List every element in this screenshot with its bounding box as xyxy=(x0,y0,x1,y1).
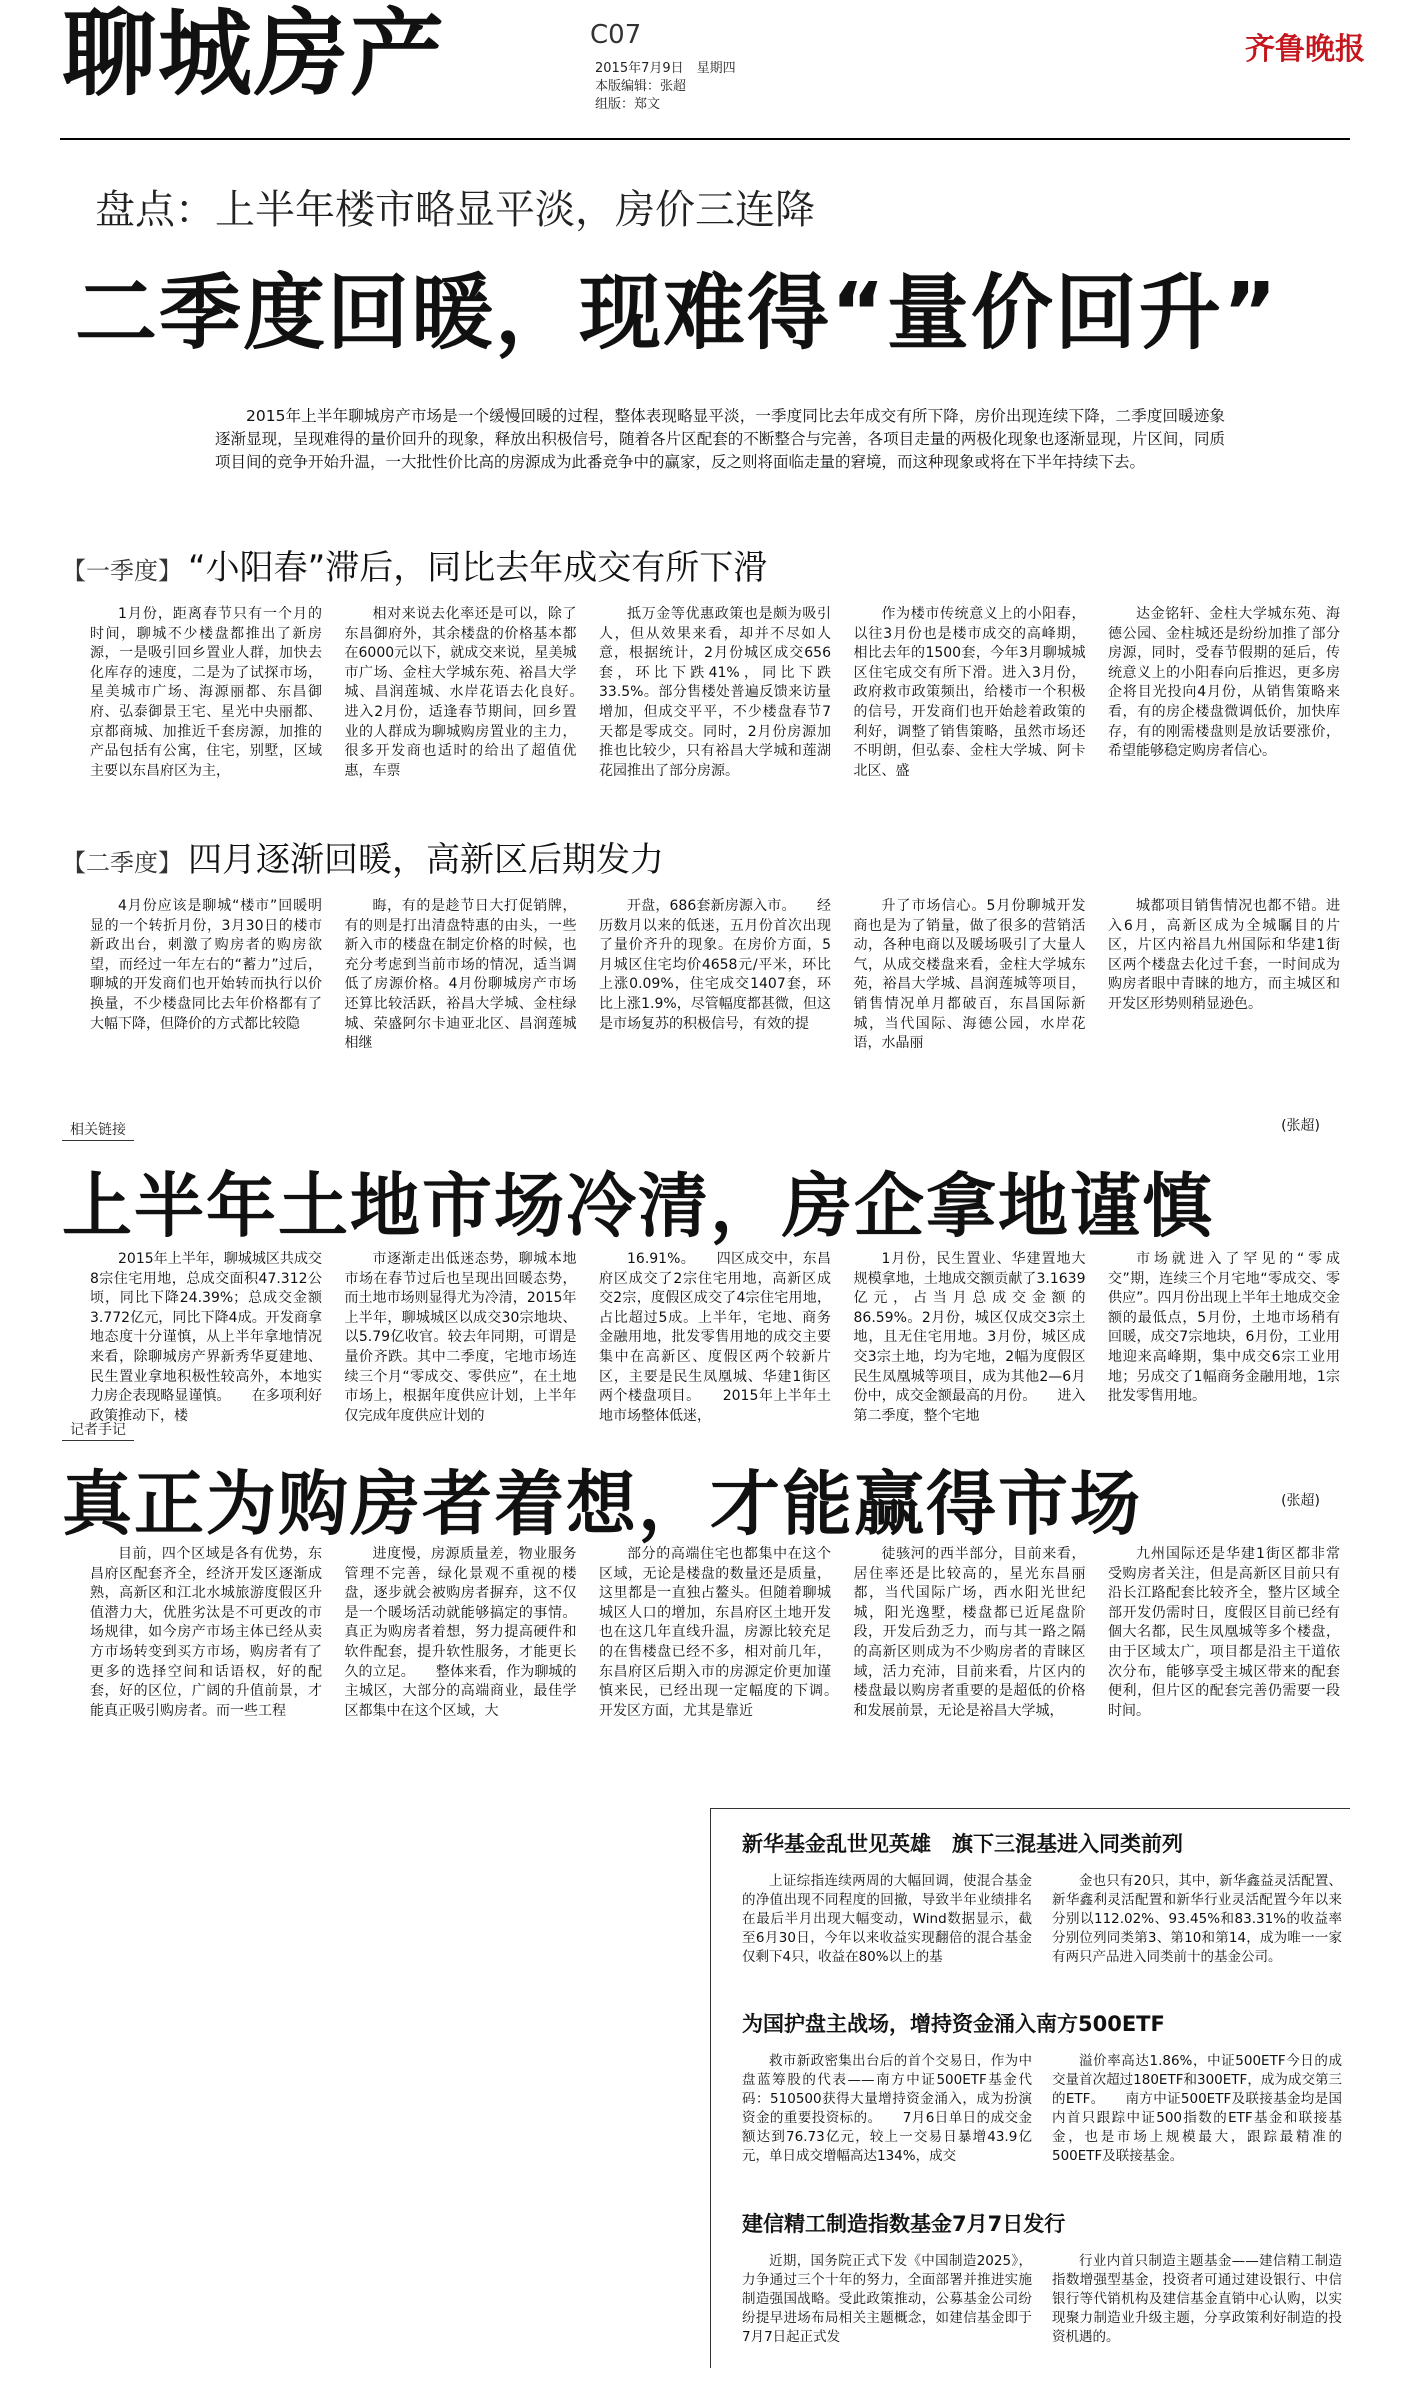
notes-column: 目前，四个区域是各有优势，东昌府区配套齐全，经济开发区逐渐成熟，高新区和江北水城旅游度假区升值潜力大，优胜劣汰是不可更改的市场规律，如今房产市场主体已经从卖方市场转变到买方市场，购房者有了更多的选择空间和话语权，好的配套，好的区位，广阔的升值前景，才能真正吸引购房者。而一些工程 xyxy=(90,1546,322,1719)
q1-columns xyxy=(90,605,1340,825)
q2-column: 开盘，686套新房源入市。 经历数月以来的低迷，五月份首次出现了量价齐升的现象。在房价方面，5月城区住宅均价4658元/平米，环比上涨0.09%，住宅成交1407套，环比上涨1.9%，尽管幅度都甚微，但这是市场复苏的积极信号，有效的提 xyxy=(599,898,831,1032)
q1-column: 1月份，距离春节只有一个月的时间，聊城不少楼盘都推出了新房源，一是吸引回乡置业人群，加快去化库存的速度，二是为了试探市场，星美城市广场、海源丽都、东昌御府、弘泰御景王宅、星光中央丽都、京都商城、加推近千套房源，加推的产品包括有公寓，住宅，别墅，区域主要以东昌府区为主， xyxy=(90,606,322,779)
land-column: 16.91%。 四区成交中，东昌府区成交了2宗住宅用地，高新区成交2宗，度假区成交了4宗住宅用地，占比超过5成。上半年，宅地、商务金融用地，批发零售用地的成交主要集中在高新区、度假区两个较新片区，主要是民生凤凰城、华建1街区两个楼盘项目。 2015年上半年土地市场整体低迷， xyxy=(599,1251,831,1424)
fund-block-top-rule xyxy=(710,1808,1350,1809)
lead-headline: 二季度回暖，现难得“量价回升” xyxy=(75,266,1279,361)
q2-column: 城都项目销售情况也都不错。进入6月，高新区成为全城瞩目的片区，片区内裕昌九州国际和华建1街区两个楼盘去化过千套，一时间成为购房者眼中青睐的地方，而主城区和开发区形势则稍显逊色。 xyxy=(1108,898,1340,1012)
fund-2-columns xyxy=(742,2052,1342,2202)
newspaper-logo: 齐鲁晚报 xyxy=(1245,32,1365,67)
q2-column: 4月份应该是聊城“楼市”回暖明显的一个转折月份，3月30日的楼市新政出台，刺激了购房者的购房欲望，而经过一年左右的“蓄力”过后，聊城的开发商们也开始转而执行以价换量，不少楼盘同比去年价格都有了大幅下降，但降价的方式都比较隐 xyxy=(90,898,322,1032)
fund-column: 行业内首只制造主题基金——建信精工制造指数增强型基金，投资者可通过建设银行、中信银行等代销机构及建信基金直销中心认购，以实现聚力制造业升级主题，分享政策利好制造的投资机遇的。 xyxy=(1052,2253,1342,2345)
issue-editor: 本版编辑：张超 xyxy=(595,79,687,94)
q1-column: 相对来说去化率还是可以，除了东昌御府外，其余楼盘的价格基本都在6000元以下，就成交来说，星美城市广场、金柱大学城东苑、裕昌大学城、昌润莲城、水岸花语去化良好。 进入2月份，适逢春节期间，回乡置业的人群成为聊城购房置业的主力，很多开发商也适时的给出了超值优惠，车票 xyxy=(344,606,605,779)
notes-column: 徒骇河的西半部分，目前来看，居住率还是比较高的，星光东昌丽都，当代国际广场，西水阳光世纪城，阳光逸墅，楼盘都已近尾盘阶段，开发后劲乏力，而与其一路之隔的高新区则成为不少购房者的青睐区域，活力充沛，目前来看，片区内的楼盘最以购房者重要的是超低的价格和发展前景，无论是裕昌大学城， xyxy=(853,1546,1086,1719)
q2-title: 四月逐渐回暖，高新区后期发力 xyxy=(188,840,664,880)
lead-intro: 2015年上半年聊城房产市场是一个缓慢回暖的过程，整体表现略显平淡，一季度同比去年成交有所下降，房价出现连续下降，二季度回暖迹象逐渐显现，呈现难得的量价回升的现象，释放出积极信号，随着各片区配套的不断整合与完善，各项目走量的两极化现象也逐渐显现，片区间，同质项目间的竞争开始升温，一大批性价比高的房源成为此番竞争中的赢家，反之则将面临走量的窘境，而这种现象或将在下半年持续下去。 xyxy=(215,407,1225,471)
fund-column: 溢价率高达1.86%，中证500ETF今日的成交量首次超过180ETF和300ETF，成为成交第三的ETF。 南方中证500ETF及联接基金均是国内首只跟踪中证500指数的ETF基金和联接基金，也是市场上规模最大，跟踪最精准的500ETF及联接基金。 xyxy=(1052,2053,1342,2164)
land-column: 2015年上半年，聊城城区共成交8宗住宅用地，总成交面积47.312公顷，同比下降24.39%；总成交金额3.772亿元，同比下降4成。开发商拿地态度十分谨慎，从上半年拿地情况来看，除聊城房产界新秀华夏建地、民生置业拿地积极性较高外，本地实力房企表现略显谨慎。 在多项利好政策推动下，楼 xyxy=(90,1251,322,1424)
land-byline: (张超) xyxy=(1281,1493,1320,1509)
page-number: C07 xyxy=(590,20,642,50)
notes-column: 进度慢，房源质量差，物业服务管理不完善，绿化景观不重视的楼盘，逐步就会被购房者摒弃，这不仅是一个暖场活动就能够搞定的事情。真正为购房者着想，努力提高硬件和软件配套，提升软性服务，才能更长久的立足。 整体来看，作为聊城的主城区，大部分的高端商业，最佳学区都集中在这个区域，大 xyxy=(344,1546,577,1719)
q1-column: 作为楼市传统意义上的小阳春，以往3月份也是楼市成交的高峰期，相比去年的1500套，今年3月聊城城区住宅成交有所下滑。进入3月份，政府救市政策频出，给楼市一个积极的信号，开发商们也开始趁着政策的利好，调整了销售策略，虽然市场还不明朗，但弘泰、金柱大学城、阿卡北区、盛 xyxy=(853,606,1086,779)
issue-info xyxy=(595,60,736,114)
related-link-label: 相关链接 xyxy=(62,1118,134,1141)
q2-columns xyxy=(90,897,1340,1112)
issue-layout: 组版：郑文 xyxy=(595,97,661,112)
fund-column: 救市新政密集出台后的首个交易日，作为中盘蓝筹股的代表——南方中证500ETF基金代码：510500获得大量增持资金涌入，成为扮演资金的重要投资标的。 7月6日单日的成交金额达到76.73亿元，较上一交易日暴增43.9亿元，单日成交增幅高达134%，成交 xyxy=(742,2053,1032,2164)
fund-block-divider xyxy=(710,1808,711,2368)
q1-tag: 【一季度】 xyxy=(62,557,182,585)
land-headline: 上半年土地市场冷清，房企拿地谨慎 xyxy=(62,1165,1214,1247)
fund-1-columns xyxy=(742,1872,1342,2002)
fund-3-title: 建信精工制造指数基金7月7日发行 xyxy=(742,2212,1066,2236)
lead-kicker: 盘点：上半年楼市略显平淡，房价三连降 xyxy=(95,187,815,233)
masthead-title: 聊城房产 xyxy=(62,0,447,109)
notes-columns xyxy=(90,1545,1340,1805)
q1-title: “小阳春”滞后，同比去年成交有所下滑 xyxy=(188,548,768,588)
q2-byline: (张超) xyxy=(1281,1118,1320,1134)
land-column: 1月份，民生置业、华建置地大规模拿地，土地成交额贡献了3.1639亿元，占当月总成交金额的86.59%。2月份，城区仅成交3宗土地，且无住宅用地。3月份，城区成交3宗土地，均为宅地，2幅为度假区民生凤凰城等项目，成为其他2—6月份中，成交金额最高的月份。 进入第二季度，整个宅地 xyxy=(853,1251,1086,1424)
land-column: 市场就进入了罕见的“零成交”期，连续三个月宅地“零成交、零供应”。四月份出现上半年土地成交金额的最低点，5月份，土地市场稍有回暖，成交7宗地块，6月份，工业用地迎来高峰期，集中成交6宗工业用地；另成交了1幅商务金融用地，1宗批发零售用地。 xyxy=(1108,1251,1340,1405)
land-column: 市逐渐走出低迷态势，聊城本地市场在春节过后也呈现出回暖态势，而土地市场则显得尤为冷清，2015年上半年，聊城城区以成交30宗地块、以5.79亿收官。较去年同期，可谓是量价齐跌。其中二季度，宅地市场连续三个月“零成交、零供应”，在土地市场上，根据年度供应计划，上半年仅完成年度供应计划的 xyxy=(344,1251,577,1424)
q2-section-heading xyxy=(62,832,664,881)
fund-1-title: 新华基金乱世见英雄 旗下三混基进入同类前列 xyxy=(742,1832,1183,1856)
fund-3-columns xyxy=(742,2252,1342,2372)
q2-tag: 【二季度】 xyxy=(62,849,182,877)
notes-headline: 真正为购房者着想，才能赢得市场 xyxy=(62,1463,1142,1545)
fund-2-title: 为国护盘主战场，增持资金涌入南方500ETF xyxy=(742,2012,1165,2036)
q2-column: 晦，有的是趁节日大打促销牌，有的则是打出清盘特惠的由头，一些新入市的楼盘在制定价格的时候，也充分考虑到当前市场的情况，适当调低了房源价格。4月份聊城房产市场还算比较活跃，裕昌大学城、金柱绿城、荣盛阿尔卡迪亚北区、昌润莲城相继 xyxy=(344,898,577,1052)
reporter-notes-label: 记者手记 xyxy=(62,1418,134,1441)
fund-column: 上证综指连续两周的大幅回调，使混合基金的净值出现不同程度的回撤，导致半年业绩排名在最后半月出现大幅变动，Wind数据显示，截至6月30日，今年以来收益实现翻倍的混合基金仅剩下4只，收益在80%以上的基 xyxy=(742,1873,1032,1965)
q1-column: 达金铭轩、金柱大学城东苑、海德公园、金柱城还是纷纷加推了部分房源，同时，受春节假期的延后，传统意义上的小阳春向后推迟，更多房企将目光投向4月份，从销售策略来看，有的房企楼盘微调低价，加快库存，有的刚需楼盘则是放话要涨价，希望能够稳定购房者信心。 xyxy=(1108,606,1340,760)
issue-date: 2015年7月9日 星期四 xyxy=(595,61,736,76)
fund-column: 金也只有20只，其中，新华鑫益灵活配置、新华鑫利灵活配置和新华行业灵活配置今年以来分别以112.02%、93.45%和83.31%的收益率分别位列同类第3、第10和第14，成为唯一一家有两只产品进入同类前十的基金公司。 xyxy=(1052,1873,1342,1965)
q1-section-heading xyxy=(62,540,767,589)
q1-column: 抵万金等优惠政策也是颇为吸引人，但从效果来看，却并不尽如人意，根据统计，2月份城区成交656套，环比下跌41%，同比下跌33.5%。部分售楼处普遍反馈来访量增加，但成交平平，不少楼盘春节7天都是零成交。同时，2月份房源加推也比较少，只有裕昌大学城和莲湖花园推出了部分房源。 xyxy=(599,606,831,779)
notes-column: 部分的高端住宅也都集中在这个区域，无论是楼盘的数量还是质量，这里都是一直独占鳌头。但随着聊城城区人口的增加，东昌府区土地开发也在这几年直线升温，房源比较充足的在售楼盘已经不多，相对前几年，东昌府区后期入市的房源定价更加谨慎来民，已经出现一定幅度的下调。 开发区方面，尤其是靠近 xyxy=(599,1546,859,1719)
masthead-divider xyxy=(60,138,1350,140)
fund-column: 近期，国务院正式下发《中国制造2025》，力争通过三个十年的努力，全面部署并推进实施制造强国战略。受此政策推动，公募基金公司纷纷提早进场布局相关主题概念，如建信基金即于7月7日起正式发 xyxy=(742,2253,1032,2345)
notes-column: 九州国际还是华建1街区都非常受购房者关注，但是高新区目前只有沿长江路配套比较齐全，整片区域全部开发仍需时日，度假区目前已经有個大名都，民生凤凰城等多个楼盘，由于区域太广，项目都是沿主干道依次分布，能够享受主城区带来的配套便利，但片区的配套完善仍需要一段时间。 xyxy=(1108,1546,1340,1719)
q2-column: 升了市场信心。5月份聊城开发商也是为了销量，做了很多的营销活动，各种电商以及暖场吸引了大量人气，从成交楼盘来看，金柱大学城东苑，裕昌大学城、昌润莲城等项目，销售情况单月都破百，东昌国际新城，当代国际、海德公园，水岸花语，水晶丽 xyxy=(853,898,1086,1052)
